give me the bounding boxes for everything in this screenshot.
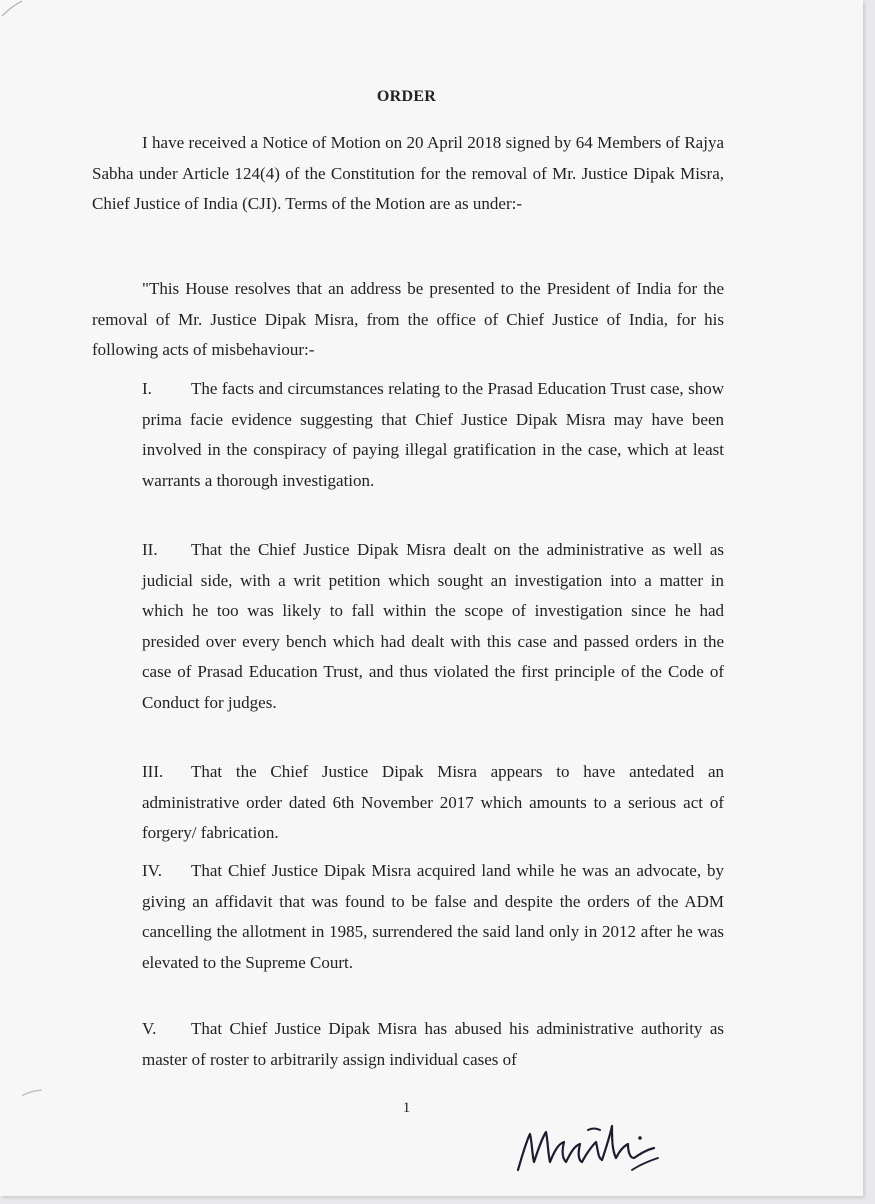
scan-smudge-icon bbox=[20, 1088, 44, 1098]
signature-icon bbox=[512, 1108, 672, 1180]
charge-number: V. bbox=[142, 1019, 157, 1038]
document-title: ORDER bbox=[376, 88, 437, 105]
charge-text: That Chief Justice Dipak Misra has abused his administrative authority as master of roster to arbitrarily assign individual cases of bbox=[142, 1019, 724, 1069]
intro-paragraph: I have received a Notice of Motion on 20 April 2018 signed by 64 Members of Rajya Sabha under Article 124(4) of the Constitution for the removal of Mr. Justice Dipak Misra, Chief Justice of India (CJI). Terms of the Motion are as under:- bbox=[92, 133, 724, 213]
charge-text: That the Chief Justice Dipak Misra appears to have antedated an administrative order dated 6th November 2017 which amounts to a serious act of forgery/ fabrication. bbox=[142, 762, 724, 842]
charge-item-1 bbox=[142, 374, 724, 496]
charge-text: The facts and circumstances relating to the Prasad Education Trust case, show prima facie evidence suggesting that Chief Justice Dipak Misra may have been involved in the conspiracy of paying illegal gratification in the case, which at least warrants a thorough investigation. bbox=[142, 379, 724, 490]
charge-item-3 bbox=[142, 757, 724, 849]
charge-item-2 bbox=[142, 535, 724, 718]
charge-item-4 bbox=[142, 856, 724, 978]
charge-text: That Chief Justice Dipak Misra acquired land while he was an advocate, by giving an affidavit that was found to be false and despite the orders of the ADM cancelling the allotment in 1985, surrendered the said land only in 2012 after he was elevated to the Supreme Court. bbox=[142, 861, 724, 972]
charge-number: III. bbox=[142, 762, 164, 781]
charge-number: IV. bbox=[142, 861, 162, 880]
charge-number: II. bbox=[142, 540, 158, 559]
page-number: 1 bbox=[402, 1100, 411, 1116]
scan-mark-icon bbox=[0, 0, 24, 18]
charge-text: That the Chief Justice Dipak Misra dealt on the administrative as well as judicial side, with a writ petition which sought an investigation into a matter in which he too was likely to fall within the scope of investigation since he had presided over every bench which had dealt with this case and passed orders in the case of Prasad Education Trust, and thus violated the first principle of the Code of Conduct for judges. bbox=[142, 540, 724, 712]
charge-item-5 bbox=[142, 1014, 724, 1075]
charge-number: I. bbox=[142, 379, 152, 398]
motion-quote-intro: "This House resolves that an address be presented to the President of India for the removal of Mr. Justice Dipak Misra, from the office of Chief Justice of India, for his following acts of misbehaviour:- bbox=[92, 279, 724, 359]
